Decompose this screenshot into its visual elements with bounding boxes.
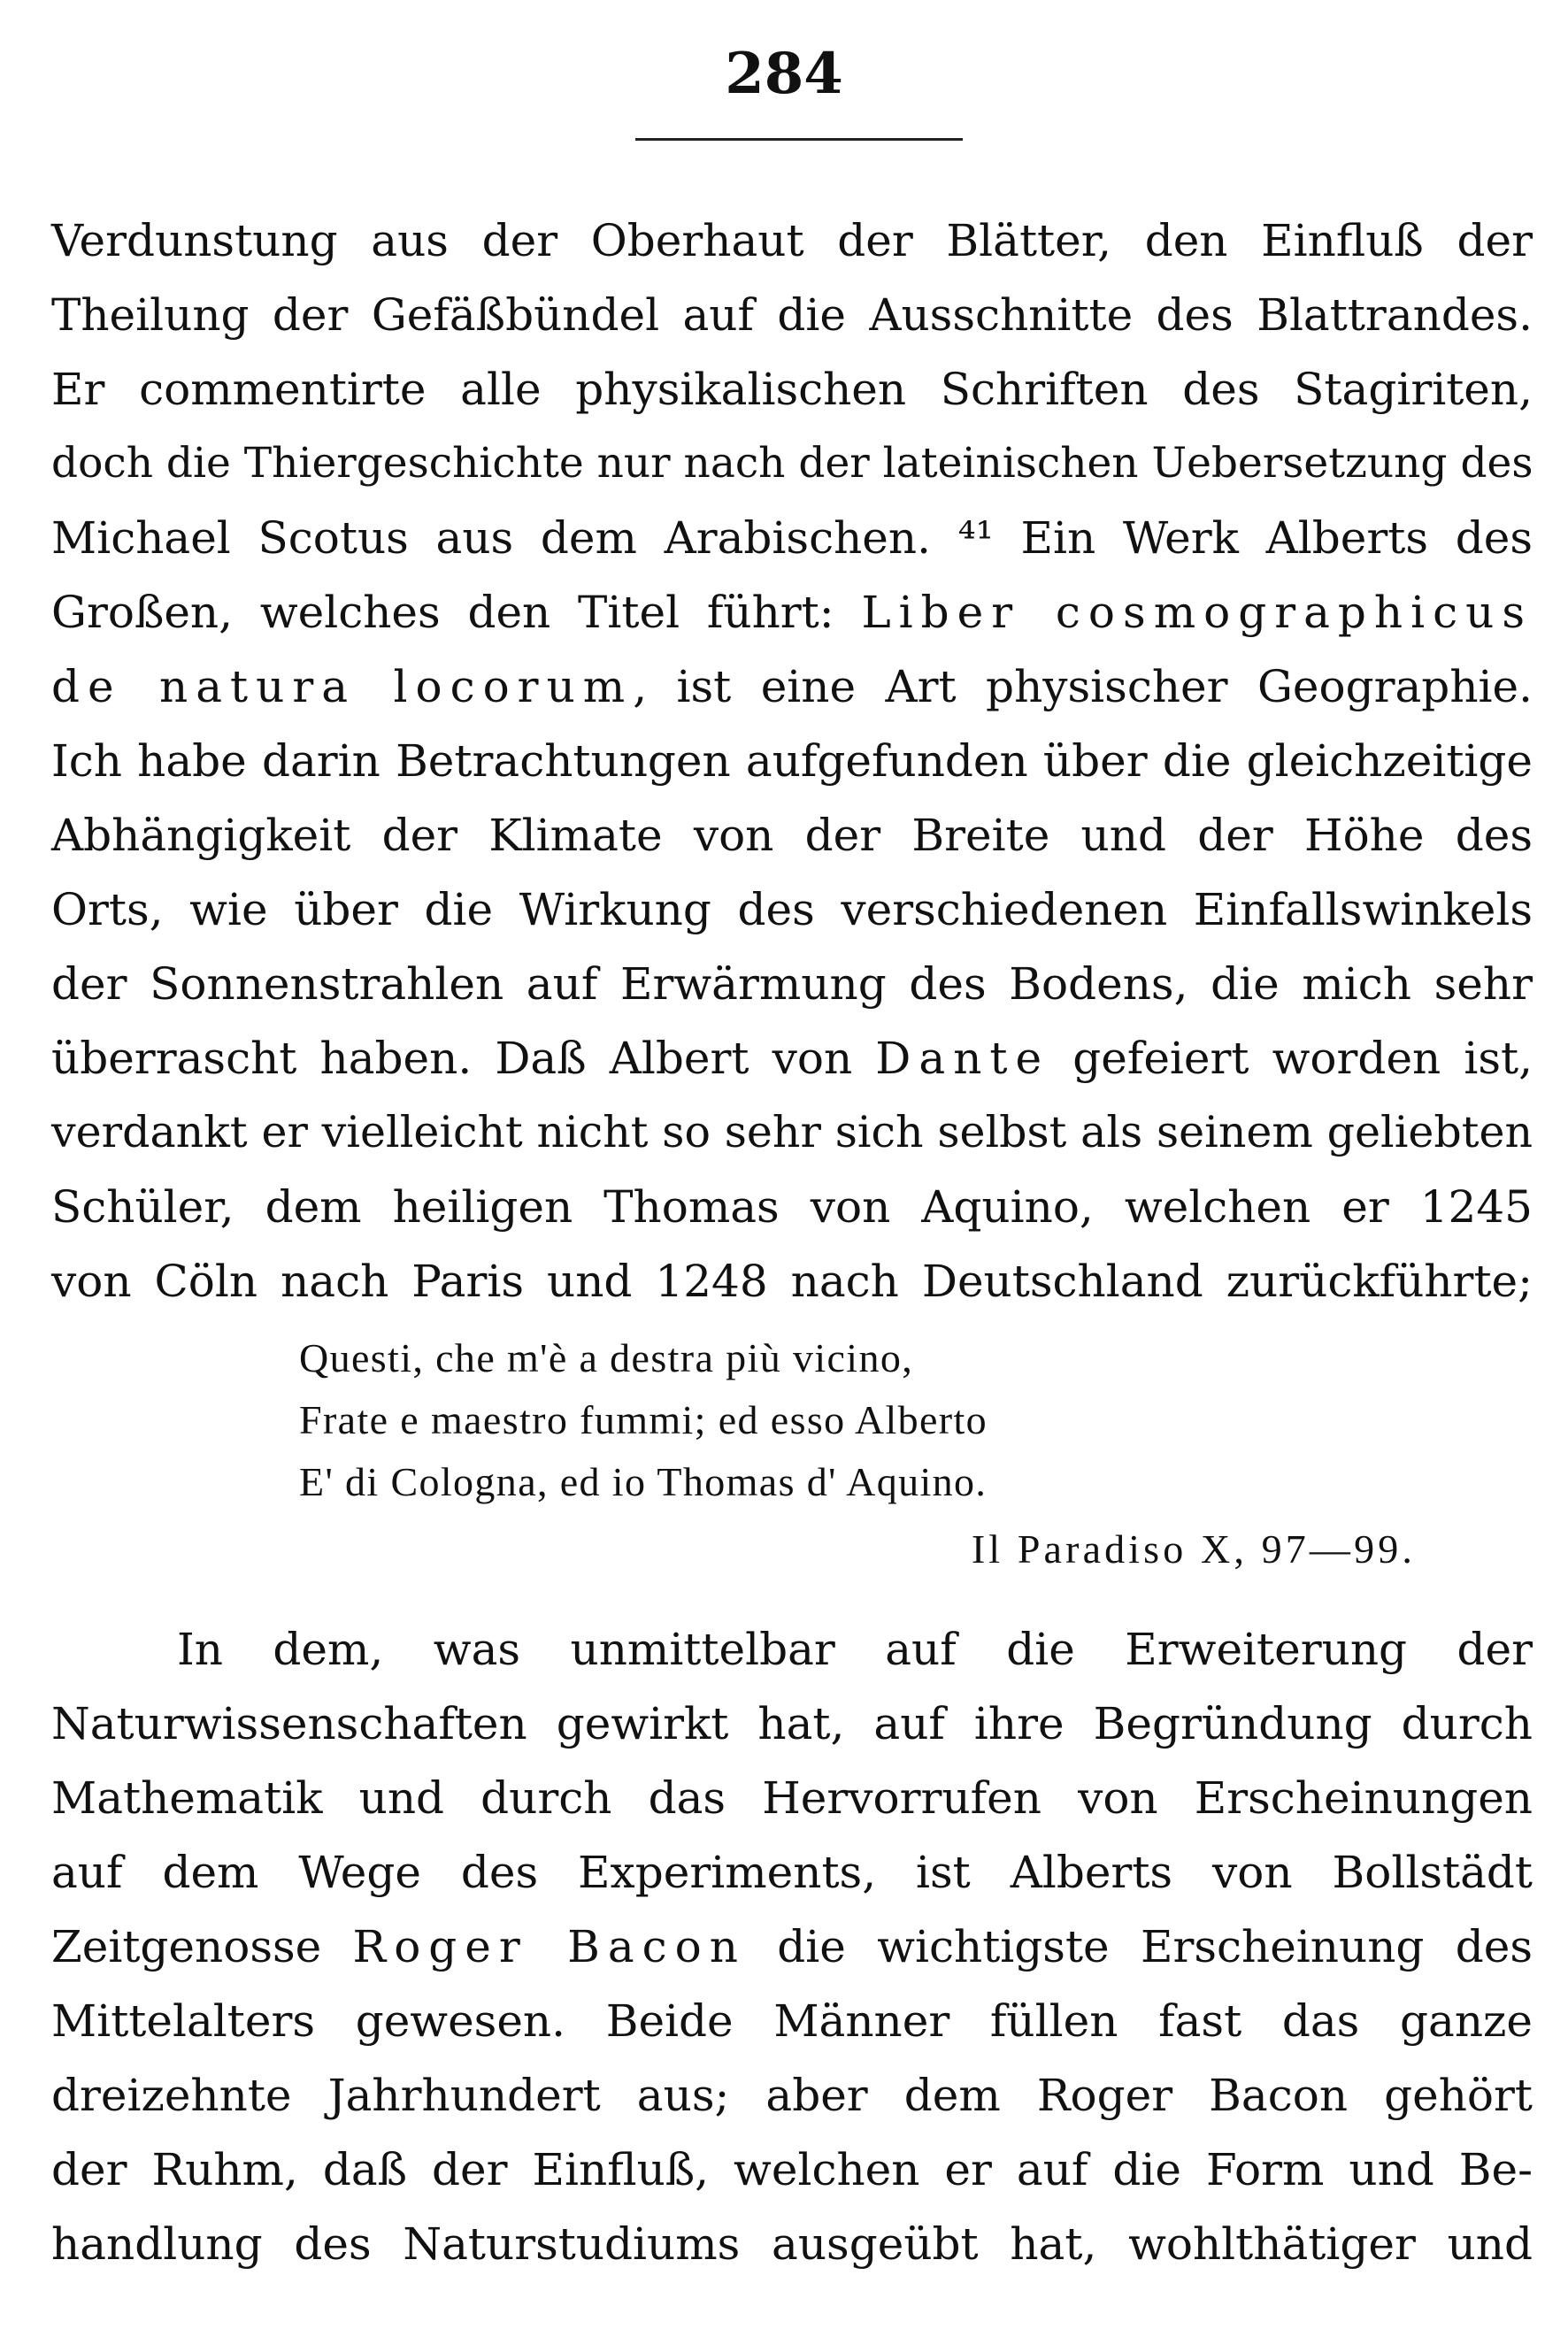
- text-line: In dem, was unmittelbar auf die Erweiterung der: [177, 1624, 1533, 1675]
- spaced-title: de natura locorum: [51, 661, 634, 712]
- text-line: Er commentirte alle physikalischen Schriften des Stagiriten,: [51, 364, 1533, 415]
- text-line: Ich habe darin Betrachtungen aufgefunden über die gleichzeitige: [51, 735, 1533, 787]
- text-line: Theilung der Gefäßbündel auf die Ausschnitte des Blattrandes.: [51, 289, 1533, 341]
- text-line: Zeitgenosse Roger Bacon die wichtigste Erscheinung des: [51, 1921, 1533, 1972]
- spaced-name: Dante: [875, 1033, 1050, 1084]
- text-line: de natura locorum, ist eine Art physischer Geographie.: [51, 661, 1533, 712]
- text-line: verdankt er vielleicht nicht so sehr sich selbst als seinem geliebten: [51, 1107, 1533, 1157]
- text-line: Abhängigkeit der Klimate von der Breite und der Höhe des: [51, 810, 1533, 861]
- text-line: der Sonnenstrahlen auf Erwärmung des Bodens, die mich sehr: [51, 958, 1533, 1010]
- text-line: auf dem Wege des Experiments, ist Alberts von Bollstädt: [51, 1847, 1533, 1898]
- verse-line: Frate e maestro fummi; ed esso Alberto: [299, 1397, 988, 1442]
- spaced-title: Liber cosmographicus: [861, 587, 1533, 638]
- text-line: Schüler, dem heiligen Thomas von Aquino, welchen er 1245: [51, 1181, 1533, 1233]
- text-line: Mathematik und durch das Hervorrufen von Erscheinungen: [51, 1772, 1533, 1824]
- text-line: dreizehnte Jahrhundert aus; aber dem Roger Bacon gehört: [51, 2070, 1533, 2121]
- text-line: Michael Scotus aus dem Arabischen. ⁴¹ Ein Werk Alberts des: [51, 512, 1533, 564]
- text-line: überrascht haben. Daß Albert von Dante gefeiert worden ist,: [51, 1033, 1533, 1084]
- text-line: Verdunstung aus der Oberhaut der Blätter, den Einfluß der: [51, 215, 1533, 266]
- text-line: doch die Thiergeschichte nur nach der lateinischen Uebersetzung des: [51, 439, 1533, 488]
- text-line: Orts, wie über die Wirkung des verschiedenen Einfallswinkels: [51, 884, 1533, 935]
- text-line: der Ruhm, daß der Einfluß, welchen er auf die Form und Be-: [51, 2144, 1533, 2195]
- verse-line: E' di Cologna, ed io Thomas d' Aquino.: [299, 1459, 988, 1504]
- page-number: 284: [725, 41, 843, 107]
- verse-citation: Il Paradiso X, 97—99.: [971, 1526, 1416, 1572]
- text-line: Naturwissenschaften gewirkt hat, auf ihre Begründung durch: [51, 1698, 1533, 1749]
- text-line: Großen, welches den Titel führt: Liber cosmographicus: [51, 587, 1533, 638]
- spaced-name: Roger Bacon: [352, 1921, 746, 1972]
- text-line: Mittelalters gewesen. Beide Männer füllen fast das ganze: [51, 1995, 1533, 2047]
- text-line: von Cöln nach Paris und 1248 nach Deutschland zurückführte;: [51, 1256, 1533, 1307]
- text-line: handlung des Naturstudiums ausgeübt hat, wohlthätiger und: [51, 2218, 1533, 2270]
- header-rule: [635, 138, 963, 141]
- verse-line: Questi, che m'è a destra più vicino,: [299, 1335, 914, 1380]
